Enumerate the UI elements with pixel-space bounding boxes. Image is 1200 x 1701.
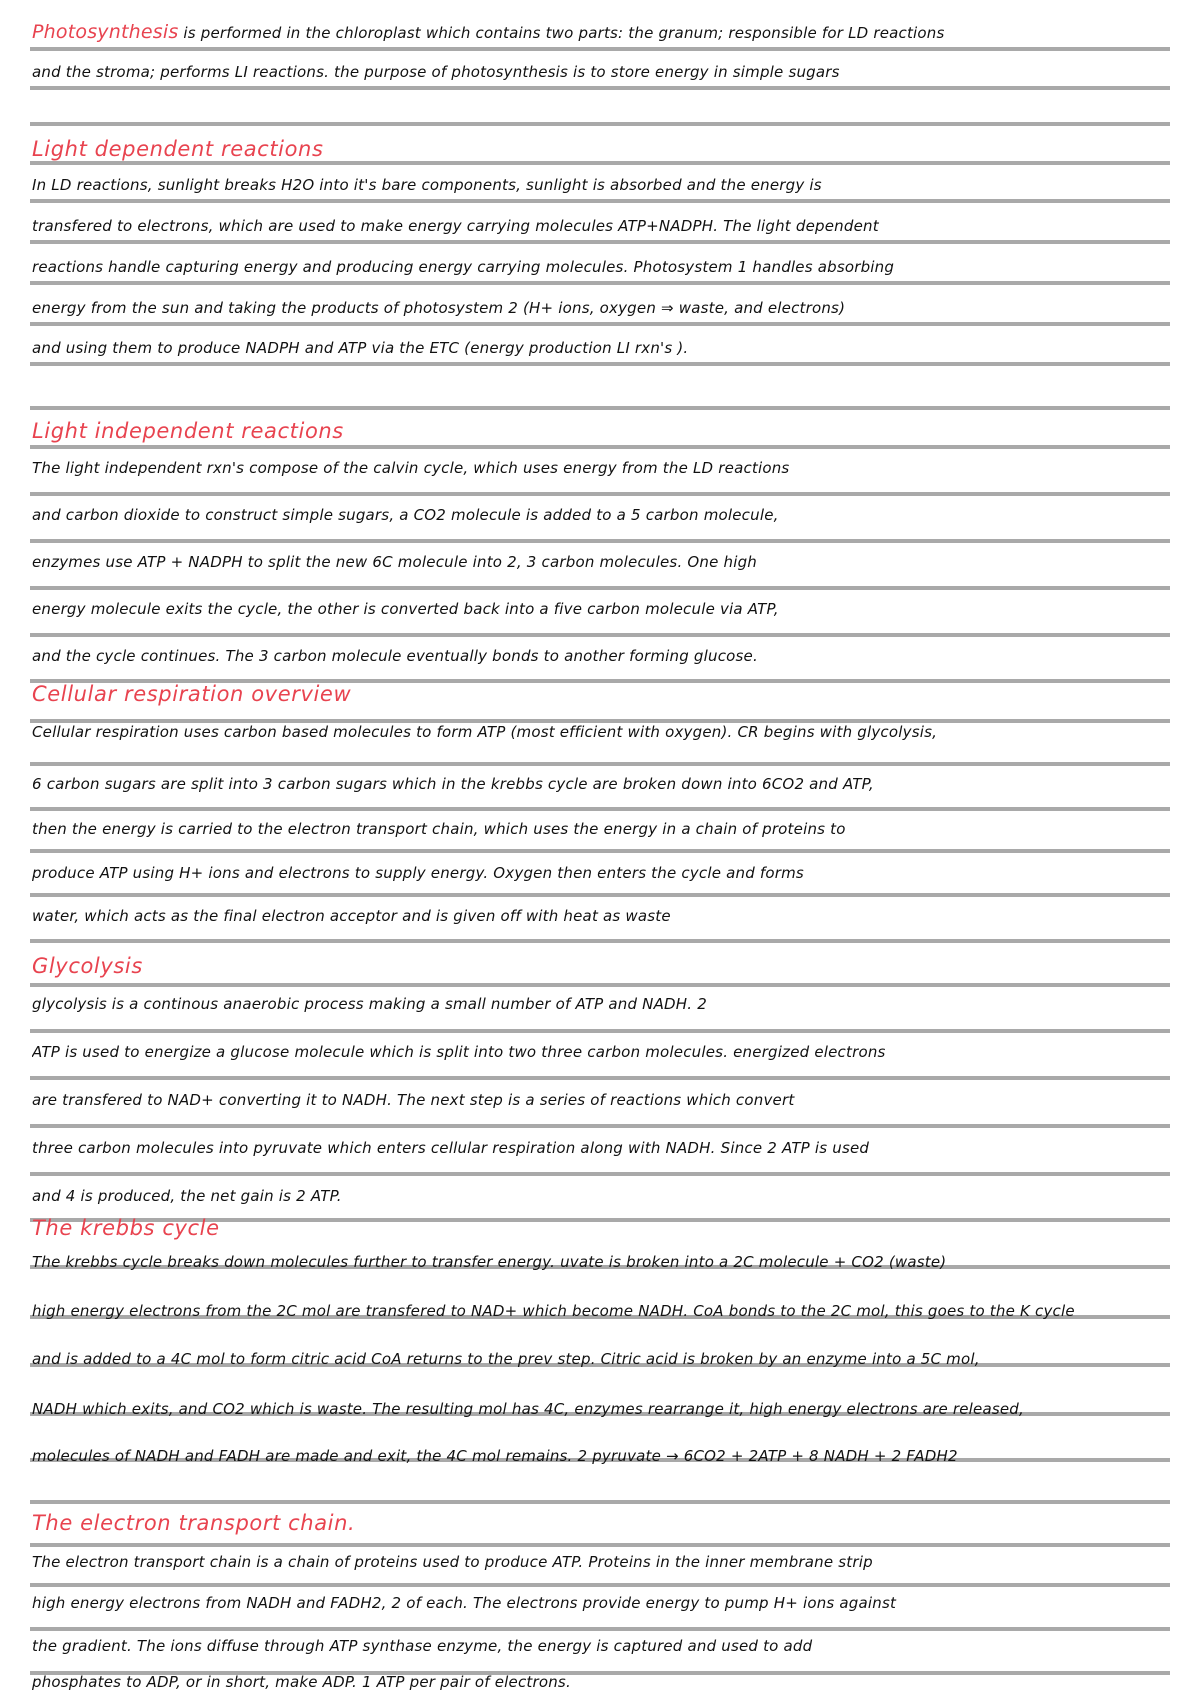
text-line: are transfered to NAD+ converting it to NADH. The next step is a series of reactions which convert	[32, 1091, 795, 1109]
text-line: Cellular respiration uses carbon based molecules to form ATP (most efficient with oxygen). CR begins with glycolysis,	[32, 723, 938, 741]
ruled-line	[30, 762, 1170, 766]
section-title-electron-transport-chain: The electron transport chain.	[32, 1511, 356, 1535]
intro-line-2: and the stroma; performs LI reactions. the purpose of photosynthesis is to store energy in simple sugars	[32, 63, 840, 81]
text-line: energy molecule exits the cycle, the other is converted back into a five carbon molecule via ATP,	[32, 600, 779, 618]
ruled-line	[30, 406, 1170, 410]
ruled-line	[30, 1500, 1170, 1504]
text-line: The electron transport chain is a chain of proteins used to produce ATP. Proteins in the inner membrane strip	[32, 1553, 873, 1571]
text-line: high energy electrons from NADH and FADH2, 2 of each. The electrons provide energy to pump H+ ions against	[32, 1594, 897, 1612]
ruled-line	[30, 849, 1170, 853]
text-line: and is added to a 4C mol to form citric acid CoA returns to the prev step. Citric acid is broken by an enzyme into a 5C mol,	[32, 1350, 980, 1368]
text-line: and using them to produce NADPH and ATP via the ETC (energy production LI rxn's ).	[32, 339, 689, 357]
ruled-line	[30, 122, 1170, 126]
ruled-line	[30, 1029, 1170, 1033]
intro-text: is performed in the chloroplast which contains two parts: the granum; responsible for LD reactions	[183, 24, 945, 42]
ruled-line	[30, 807, 1170, 811]
ruled-line	[30, 1076, 1170, 1080]
text-line: energy from the sun and taking the products of photosystem 2 (H+ ions, oxygen ⇒ waste, and electrons)	[32, 299, 846, 317]
ruled-line	[30, 633, 1170, 637]
text-line: then the energy is carried to the electron transport chain, which uses the energy in a chain of proteins to	[32, 820, 846, 838]
text-line: the gradient. The ions diffuse through ATP synthase enzyme, the energy is captured and used to add	[32, 1637, 813, 1655]
text-line: transfered to electrons, which are used to make energy carrying molecules ATP+NADPH. The light dependent	[32, 217, 879, 235]
text-line: The krebbs cycle breaks down molecules further to transfer energy. uvate is broken into a 2C molecule + CO2 (waste)	[32, 1253, 947, 1271]
ruled-line	[30, 492, 1170, 496]
intro-title: Photosynthesis	[32, 21, 179, 43]
text-line: three carbon molecules into pyruvate which enters cellular respiration along with NADH. Since 2 ATP is used	[32, 1139, 870, 1157]
text-line: molecules of NADH and FADH are made and exit, the 4C mol remains. 2 pyruvate → 6CO2 + 2ATP + 8 NADH + 2 FADH2	[32, 1447, 958, 1465]
text-line: phosphates to ADP, or in short, make ADP. 1 ATP per pair of electrons.	[32, 1673, 571, 1691]
text-line: enzymes use ATP + NADPH to split the new 6C molecule into 2, 3 carbon molecules. One high	[32, 553, 757, 571]
text-line: glycolysis is a continous anaerobic process making a small number of ATP and NADH. 2	[32, 995, 707, 1013]
section-title-krebbs-cycle: The krebbs cycle	[32, 1216, 220, 1240]
ruled-line	[30, 983, 1170, 987]
text-line: and carbon dioxide to construct simple sugars, a CO2 molecule is added to a 5 carbon molecule,	[32, 506, 779, 524]
text-line: and the cycle continues. The 3 carbon molecule eventually bonds to another forming glucose.	[32, 647, 758, 665]
section-title-light-independent: Light independent reactions	[32, 419, 344, 443]
text-line: high energy electrons from the 2C mol are transfered to NAD+ which become NADH. CoA bonds to the 2C mol, this goes to the K cycle	[32, 1302, 1075, 1320]
text-line: produce ATP using H+ ions and electrons to supply energy. Oxygen then enters the cycle and forms	[32, 864, 804, 882]
text-line: In LD reactions, sunlight breaks H2O into it's bare components, sunlight is absorbed and the energy is	[32, 176, 822, 194]
ruled-line	[30, 586, 1170, 590]
ruled-line	[30, 939, 1170, 943]
ruled-line	[30, 1124, 1170, 1128]
section-title-cellular-respiration: Cellular respiration overview	[32, 682, 352, 706]
text-line: NADH which exits, and CO2 which is waste. The resulting mol has 4C, enzymes rearrange it, high energy electrons are released,	[32, 1400, 1024, 1418]
ruled-line	[30, 893, 1170, 897]
intro-line-1	[32, 16, 1168, 48]
text-line: reactions handle capturing energy and producing energy carrying molecules. Photosystem 1 handles absorbing	[32, 258, 895, 276]
text-line: ATP is used to energize a glucose molecule which is split into two three carbon molecules. energized electrons	[32, 1043, 886, 1061]
section-title-glycolysis: Glycolysis	[32, 954, 143, 978]
ruled-line	[30, 539, 1170, 543]
ruled-line	[30, 1172, 1170, 1176]
text-line: 6 carbon sugars are split into 3 carbon sugars which in the krebbs cycle are broken down into 6CO2 and ATP,	[32, 775, 874, 793]
text-line: The light independent rxn's compose of the calvin cycle, which uses energy from the LD reactions	[32, 459, 790, 477]
section-title-light-dependent: Light dependent reactions	[32, 137, 324, 161]
text-line: water, which acts as the final electron acceptor and is given off with heat as waste	[32, 907, 671, 925]
text-line: and 4 is produced, the net gain is 2 ATP.	[32, 1187, 342, 1205]
